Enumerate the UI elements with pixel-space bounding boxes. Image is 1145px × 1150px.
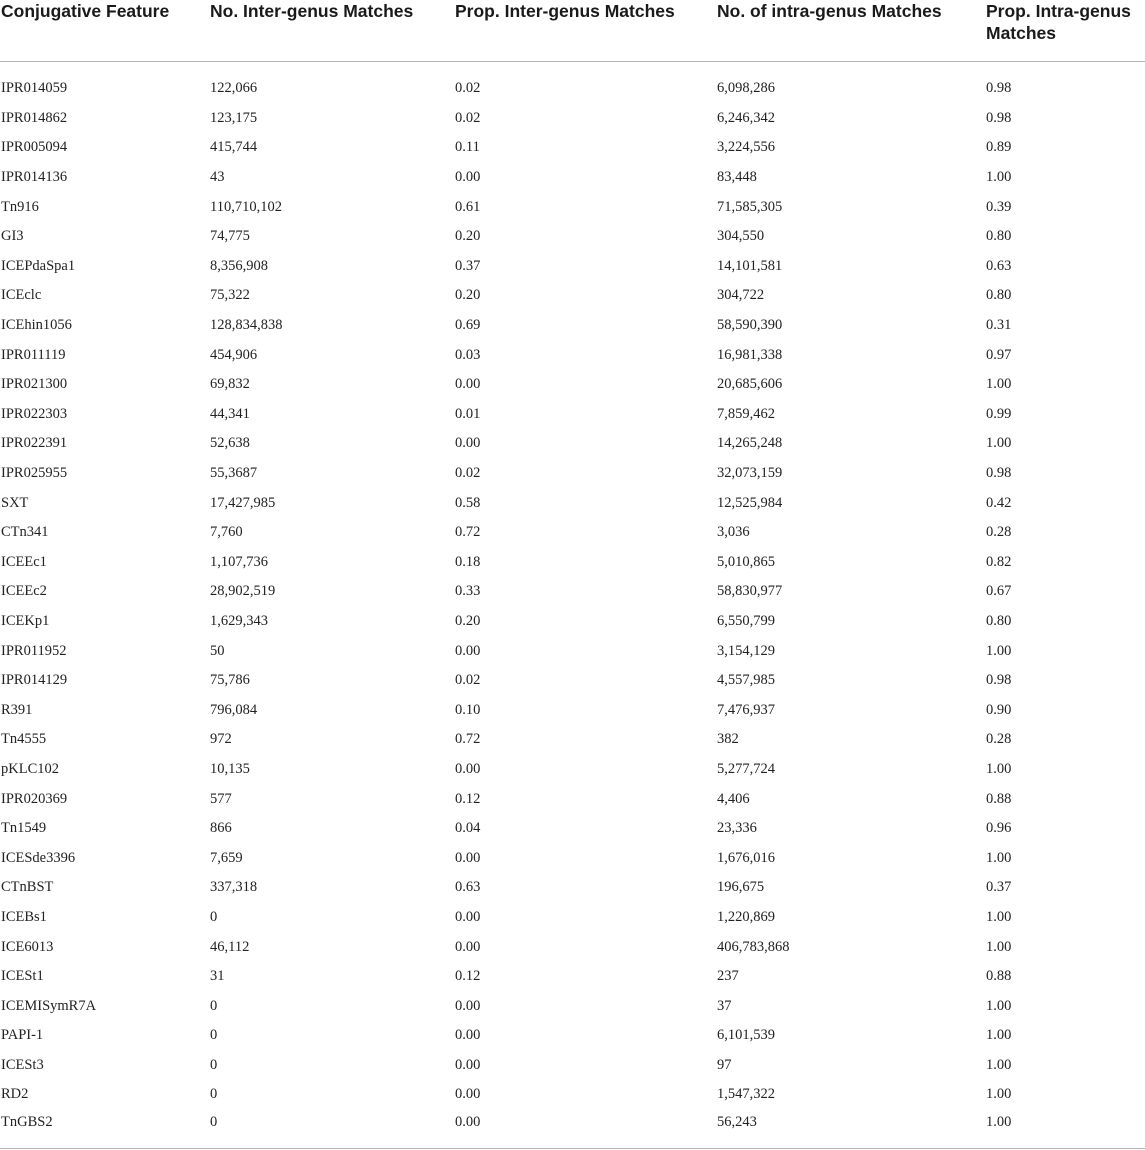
table-row bbox=[0, 252, 1145, 282]
cell-intra-genus-count: 14,101,581 bbox=[717, 257, 783, 274]
table-row bbox=[0, 133, 1145, 163]
header-no-intra-genus-matches: No. of intra-genus Matches bbox=[717, 0, 986, 62]
cell-inter-genus-count: 10,135 bbox=[210, 760, 250, 777]
header-no-inter-genus-matches: No. Inter-genus Matches bbox=[210, 0, 455, 62]
cell-inter-genus-count: 123,175 bbox=[210, 109, 258, 126]
cell-feature: Tn1549 bbox=[1, 820, 47, 837]
cell-intra-genus-prop: 0.39 bbox=[986, 198, 1012, 215]
cell-intra-genus-prop: 0.42 bbox=[986, 494, 1012, 511]
cell-intra-genus-prop: 1.00 bbox=[986, 1114, 1012, 1131]
cell-inter-genus-count: 31 bbox=[210, 968, 225, 985]
cell-intra-genus-count: 6,246,342 bbox=[717, 109, 775, 126]
cell-inter-genus-prop: 0.20 bbox=[455, 287, 481, 304]
table-row bbox=[0, 192, 1145, 222]
cell-inter-genus-prop: 0.61 bbox=[455, 198, 481, 215]
cell-intra-genus-prop: 0.90 bbox=[986, 701, 1012, 718]
cell-intra-genus-prop: 0.80 bbox=[986, 287, 1012, 304]
cell-intra-genus-prop: 1.00 bbox=[986, 908, 1012, 925]
header-conjugative-feature: Conjugative Feature bbox=[0, 0, 210, 62]
table-row bbox=[0, 1080, 1145, 1110]
table-row bbox=[0, 607, 1145, 637]
cell-intra-genus-count: 406,783,868 bbox=[717, 938, 790, 955]
cell-inter-genus-prop: 0.00 bbox=[455, 642, 481, 659]
cell-intra-genus-count: 5,277,724 bbox=[717, 760, 775, 777]
cell-feature: IPR020369 bbox=[1, 790, 68, 807]
cell-intra-genus-prop: 1.00 bbox=[986, 849, 1012, 866]
table-row bbox=[0, 873, 1145, 903]
cell-inter-genus-prop: 0.02 bbox=[455, 672, 481, 689]
cell-inter-genus-prop: 0.02 bbox=[455, 465, 481, 482]
cell-intra-genus-prop: 0.28 bbox=[986, 731, 1012, 748]
table-row bbox=[0, 695, 1145, 725]
cell-intra-genus-prop: 1.00 bbox=[986, 642, 1012, 659]
cell-intra-genus-prop: 1.00 bbox=[986, 760, 1012, 777]
cell-inter-genus-count: 75,322 bbox=[210, 287, 250, 304]
cell-feature: SXT bbox=[1, 494, 29, 511]
cell-intra-genus-count: 97 bbox=[717, 1056, 732, 1073]
cell-intra-genus-prop: 0.88 bbox=[986, 968, 1012, 985]
cell-intra-genus-count: 6,550,799 bbox=[717, 612, 775, 629]
cell-inter-genus-count: 0 bbox=[210, 1114, 218, 1131]
cell-intra-genus-prop: 0.80 bbox=[986, 228, 1012, 245]
table-row bbox=[0, 400, 1145, 430]
table-row bbox=[0, 163, 1145, 193]
cell-inter-genus-count: 972 bbox=[210, 731, 232, 748]
cell-inter-genus-prop: 0.33 bbox=[455, 583, 481, 600]
cell-intra-genus-count: 16,981,338 bbox=[717, 346, 783, 363]
cell-feature: IPR022303 bbox=[1, 405, 68, 422]
cell-inter-genus-count: 110,710,102 bbox=[210, 198, 282, 215]
cell-intra-genus-prop: 0.67 bbox=[986, 583, 1012, 600]
table-header bbox=[0, 0, 1145, 62]
table-row bbox=[0, 932, 1145, 962]
cell-intra-genus-count: 37 bbox=[717, 997, 732, 1014]
cell-intra-genus-count: 23,336 bbox=[717, 820, 757, 837]
cell-feature: IPR014136 bbox=[1, 169, 68, 186]
cell-inter-genus-prop: 0.12 bbox=[455, 968, 481, 985]
header-prop-intra-genus-matches: Prop. Intra-genus Matches bbox=[986, 0, 1145, 62]
cell-intra-genus-prop: 1.00 bbox=[986, 1086, 1012, 1103]
cell-feature: ICEEc1 bbox=[1, 553, 47, 570]
cell-intra-genus-prop: 0.28 bbox=[986, 524, 1012, 541]
cell-intra-genus-count: 237 bbox=[717, 968, 739, 985]
cell-feature: Tn916 bbox=[1, 198, 39, 215]
cell-inter-genus-prop: 0.00 bbox=[455, 849, 481, 866]
cell-inter-genus-prop: 0.00 bbox=[455, 938, 481, 955]
cell-feature: ICEEc2 bbox=[1, 583, 47, 600]
cell-intra-genus-prop: 0.98 bbox=[986, 80, 1012, 97]
cell-feature: IPR021300 bbox=[1, 376, 68, 393]
cell-inter-genus-prop: 0.00 bbox=[455, 435, 481, 452]
cell-inter-genus-count: 866 bbox=[210, 820, 232, 837]
cell-inter-genus-prop: 0.00 bbox=[455, 1027, 481, 1044]
cell-intra-genus-count: 7,859,462 bbox=[717, 405, 775, 422]
cell-inter-genus-prop: 0.00 bbox=[455, 169, 481, 186]
cell-intra-genus-prop: 1.00 bbox=[986, 1056, 1012, 1073]
cell-inter-genus-count: 415,744 bbox=[210, 139, 258, 156]
cell-intra-genus-prop: 1.00 bbox=[986, 997, 1012, 1014]
table-row bbox=[0, 1051, 1145, 1081]
cell-inter-genus-prop: 0.12 bbox=[455, 790, 481, 807]
header-row bbox=[0, 0, 1145, 62]
cell-inter-genus-count: 128,834,838 bbox=[210, 317, 283, 334]
cell-inter-genus-count: 8,356,908 bbox=[210, 257, 268, 274]
cell-inter-genus-prop: 0.00 bbox=[455, 760, 481, 777]
cell-intra-genus-prop: 0.80 bbox=[986, 612, 1012, 629]
cell-inter-genus-prop: 0.00 bbox=[455, 1056, 481, 1073]
table-row bbox=[0, 725, 1145, 755]
table-row bbox=[0, 518, 1145, 548]
cell-intra-genus-prop: 1.00 bbox=[986, 169, 1012, 186]
cell-intra-genus-count: 20,685,606 bbox=[717, 376, 783, 393]
table-row bbox=[0, 311, 1145, 341]
table-row bbox=[0, 1021, 1145, 1051]
cell-feature: ICE6013 bbox=[1, 938, 54, 955]
cell-intra-genus-count: 56,243 bbox=[717, 1114, 757, 1131]
cell-feature: pKLC102 bbox=[1, 760, 59, 777]
cell-intra-genus-count: 3,224,556 bbox=[717, 139, 775, 156]
cell-intra-genus-count: 304,550 bbox=[717, 228, 765, 245]
table-row bbox=[0, 281, 1145, 311]
table-row bbox=[0, 340, 1145, 370]
cell-inter-genus-count: 50 bbox=[210, 642, 225, 659]
table-row bbox=[0, 577, 1145, 607]
cell-inter-genus-count: 0 bbox=[210, 1086, 218, 1103]
cell-intra-genus-prop: 1.00 bbox=[986, 435, 1012, 452]
cell-feature: RD2 bbox=[1, 1086, 29, 1103]
cell-inter-genus-count: 1,107,736 bbox=[210, 553, 268, 570]
cell-intra-genus-prop: 0.99 bbox=[986, 405, 1012, 422]
cell-inter-genus-count: 7,760 bbox=[210, 524, 243, 541]
cell-intra-genus-count: 1,220,869 bbox=[717, 908, 775, 925]
cell-feature: CTn341 bbox=[1, 524, 49, 541]
cell-feature: IPR011952 bbox=[1, 642, 67, 659]
cell-feature: IPR014862 bbox=[1, 109, 68, 126]
cell-inter-genus-count: 55,3687 bbox=[210, 465, 258, 482]
cell-intra-genus-count: 32,073,159 bbox=[717, 465, 783, 482]
cell-intra-genus-count: 304,722 bbox=[717, 287, 765, 304]
cell-feature: TnGBS2 bbox=[1, 1114, 53, 1131]
cell-feature: ICESt1 bbox=[1, 968, 44, 985]
cell-inter-genus-count: 52,638 bbox=[210, 435, 250, 452]
cell-intra-genus-prop: 0.89 bbox=[986, 139, 1012, 156]
table-row bbox=[0, 548, 1145, 578]
cell-feature: IPR011119 bbox=[1, 346, 66, 363]
cell-feature: IPR014059 bbox=[1, 80, 68, 97]
table-row bbox=[0, 903, 1145, 933]
cell-intra-genus-prop: 0.96 bbox=[986, 820, 1012, 837]
cell-inter-genus-count: 17,427,985 bbox=[210, 494, 276, 511]
cell-inter-genus-prop: 0.69 bbox=[455, 317, 481, 334]
cell-intra-genus-count: 3,154,129 bbox=[717, 642, 775, 659]
cell-inter-genus-count: 7,659 bbox=[210, 849, 243, 866]
cell-intra-genus-count: 6,098,286 bbox=[717, 80, 775, 97]
cell-feature: IPR025955 bbox=[1, 465, 68, 482]
cell-inter-genus-prop: 0.20 bbox=[455, 228, 481, 245]
table-row bbox=[0, 814, 1145, 844]
table-row bbox=[0, 991, 1145, 1021]
cell-inter-genus-count: 75,786 bbox=[210, 672, 250, 689]
table-row bbox=[0, 843, 1145, 873]
cell-inter-genus-prop: 0.01 bbox=[455, 405, 481, 422]
cell-intra-genus-count: 58,590,390 bbox=[717, 317, 783, 334]
cell-inter-genus-prop: 0.00 bbox=[455, 1086, 481, 1103]
cell-feature: ICEKp1 bbox=[1, 612, 50, 629]
cell-inter-genus-prop: 0.00 bbox=[455, 1114, 481, 1131]
cell-intra-genus-count: 7,476,937 bbox=[717, 701, 775, 718]
cell-intra-genus-count: 4,406 bbox=[717, 790, 750, 807]
cell-intra-genus-count: 1,676,016 bbox=[717, 849, 775, 866]
cell-intra-genus-prop: 1.00 bbox=[986, 376, 1012, 393]
cell-intra-genus-prop: 1.00 bbox=[986, 938, 1012, 955]
cell-inter-genus-prop: 0.72 bbox=[455, 524, 481, 541]
table-body bbox=[0, 62, 1145, 1146]
cell-intra-genus-count: 3,036 bbox=[717, 524, 750, 541]
cell-inter-genus-prop: 0.04 bbox=[455, 820, 481, 837]
cell-feature: PAPI-1 bbox=[1, 1027, 44, 1044]
table-bottom-rule bbox=[0, 1148, 1145, 1149]
cell-inter-genus-count: 122,066 bbox=[210, 80, 258, 97]
cell-feature: ICESt3 bbox=[1, 1056, 44, 1073]
cell-intra-genus-prop: 0.31 bbox=[986, 317, 1012, 334]
table-row bbox=[0, 666, 1145, 696]
cell-feature: ICEhin1056 bbox=[1, 317, 72, 334]
cell-feature: CTnBST bbox=[1, 879, 54, 896]
cell-feature: ICEclc bbox=[1, 287, 42, 304]
cell-feature: ICEPdaSpa1 bbox=[1, 257, 76, 274]
cell-intra-genus-count: 4,557,985 bbox=[717, 672, 775, 689]
cell-inter-genus-count: 43 bbox=[210, 169, 225, 186]
cell-inter-genus-count: 454,906 bbox=[210, 346, 258, 363]
cell-intra-genus-count: 382 bbox=[717, 731, 739, 748]
cell-inter-genus-count: 0 bbox=[210, 1027, 218, 1044]
cell-feature: R391 bbox=[1, 701, 33, 718]
table-row bbox=[0, 62, 1145, 104]
cell-feature: GI3 bbox=[1, 228, 24, 245]
cell-inter-genus-prop: 0.02 bbox=[455, 80, 481, 97]
cell-intra-genus-prop: 0.82 bbox=[986, 553, 1012, 570]
table-row bbox=[0, 755, 1145, 785]
table-row bbox=[0, 104, 1145, 134]
cell-inter-genus-count: 0 bbox=[210, 997, 218, 1014]
cell-inter-genus-count: 69,832 bbox=[210, 376, 250, 393]
table-row bbox=[0, 962, 1145, 992]
cell-intra-genus-count: 14,265,248 bbox=[717, 435, 783, 452]
cell-inter-genus-prop: 0.72 bbox=[455, 731, 481, 748]
table-row bbox=[0, 429, 1145, 459]
cell-inter-genus-count: 337,318 bbox=[210, 879, 258, 896]
cell-inter-genus-prop: 0.18 bbox=[455, 553, 481, 570]
cell-feature: ICESde3396 bbox=[1, 849, 76, 866]
cell-feature: IPR022391 bbox=[1, 435, 68, 452]
cell-inter-genus-count: 577 bbox=[210, 790, 232, 807]
cell-inter-genus-prop: 0.00 bbox=[455, 376, 481, 393]
cell-intra-genus-count: 196,675 bbox=[717, 879, 765, 896]
cell-intra-genus-count: 12,525,984 bbox=[717, 494, 783, 511]
cell-inter-genus-prop: 0.20 bbox=[455, 612, 481, 629]
cell-inter-genus-count: 1,629,343 bbox=[210, 612, 268, 629]
cell-intra-genus-prop: 0.37 bbox=[986, 879, 1012, 896]
table-row bbox=[0, 784, 1145, 814]
cell-inter-genus-prop: 0.58 bbox=[455, 494, 481, 511]
cell-inter-genus-prop: 0.00 bbox=[455, 997, 481, 1014]
cell-inter-genus-prop: 0.10 bbox=[455, 701, 481, 718]
table-row bbox=[0, 370, 1145, 400]
table-row bbox=[0, 1110, 1145, 1146]
cell-intra-genus-count: 1,547,322 bbox=[717, 1086, 775, 1103]
cell-inter-genus-prop: 0.11 bbox=[455, 139, 480, 156]
cell-inter-genus-count: 0 bbox=[210, 1056, 218, 1073]
table-row bbox=[0, 488, 1145, 518]
cell-inter-genus-prop: 0.00 bbox=[455, 908, 481, 925]
cell-intra-genus-prop: 0.97 bbox=[986, 346, 1012, 363]
cell-intra-genus-prop: 0.98 bbox=[986, 672, 1012, 689]
cell-intra-genus-prop: 0.63 bbox=[986, 257, 1012, 274]
cell-feature: ICEMISymR7A bbox=[1, 997, 97, 1014]
cell-inter-genus-count: 0 bbox=[210, 908, 218, 925]
cell-inter-genus-count: 28,902,519 bbox=[210, 583, 276, 600]
cell-feature: IPR005094 bbox=[1, 139, 68, 156]
cell-inter-genus-prop: 0.03 bbox=[455, 346, 481, 363]
table-row bbox=[0, 222, 1145, 252]
cell-feature: ICEBs1 bbox=[1, 908, 47, 925]
cell-inter-genus-count: 74,775 bbox=[210, 228, 250, 245]
cell-inter-genus-count: 796,084 bbox=[210, 701, 258, 718]
cell-feature: Tn4555 bbox=[1, 731, 47, 748]
cell-intra-genus-count: 5,010,865 bbox=[717, 553, 775, 570]
cell-intra-genus-count: 6,101,539 bbox=[717, 1027, 775, 1044]
cell-inter-genus-count: 46,112 bbox=[210, 938, 250, 955]
cell-intra-genus-count: 71,585,305 bbox=[717, 198, 783, 215]
cell-inter-genus-prop: 0.63 bbox=[455, 879, 481, 896]
cell-intra-genus-prop: 0.98 bbox=[986, 465, 1012, 482]
cell-intra-genus-count: 83,448 bbox=[717, 169, 757, 186]
cell-intra-genus-prop: 0.88 bbox=[986, 790, 1012, 807]
cell-inter-genus-count: 44,341 bbox=[210, 405, 250, 422]
cell-inter-genus-prop: 0.02 bbox=[455, 109, 481, 126]
table-row bbox=[0, 459, 1145, 489]
cell-inter-genus-prop: 0.37 bbox=[455, 257, 481, 274]
cell-feature: IPR014129 bbox=[1, 672, 68, 689]
table-row bbox=[0, 636, 1145, 666]
cell-intra-genus-prop: 1.00 bbox=[986, 1027, 1012, 1044]
header-prop-inter-genus-matches: Prop. Inter-genus Matches bbox=[455, 0, 717, 62]
cell-intra-genus-prop: 0.98 bbox=[986, 109, 1012, 126]
cell-intra-genus-count: 58,830,977 bbox=[717, 583, 783, 600]
